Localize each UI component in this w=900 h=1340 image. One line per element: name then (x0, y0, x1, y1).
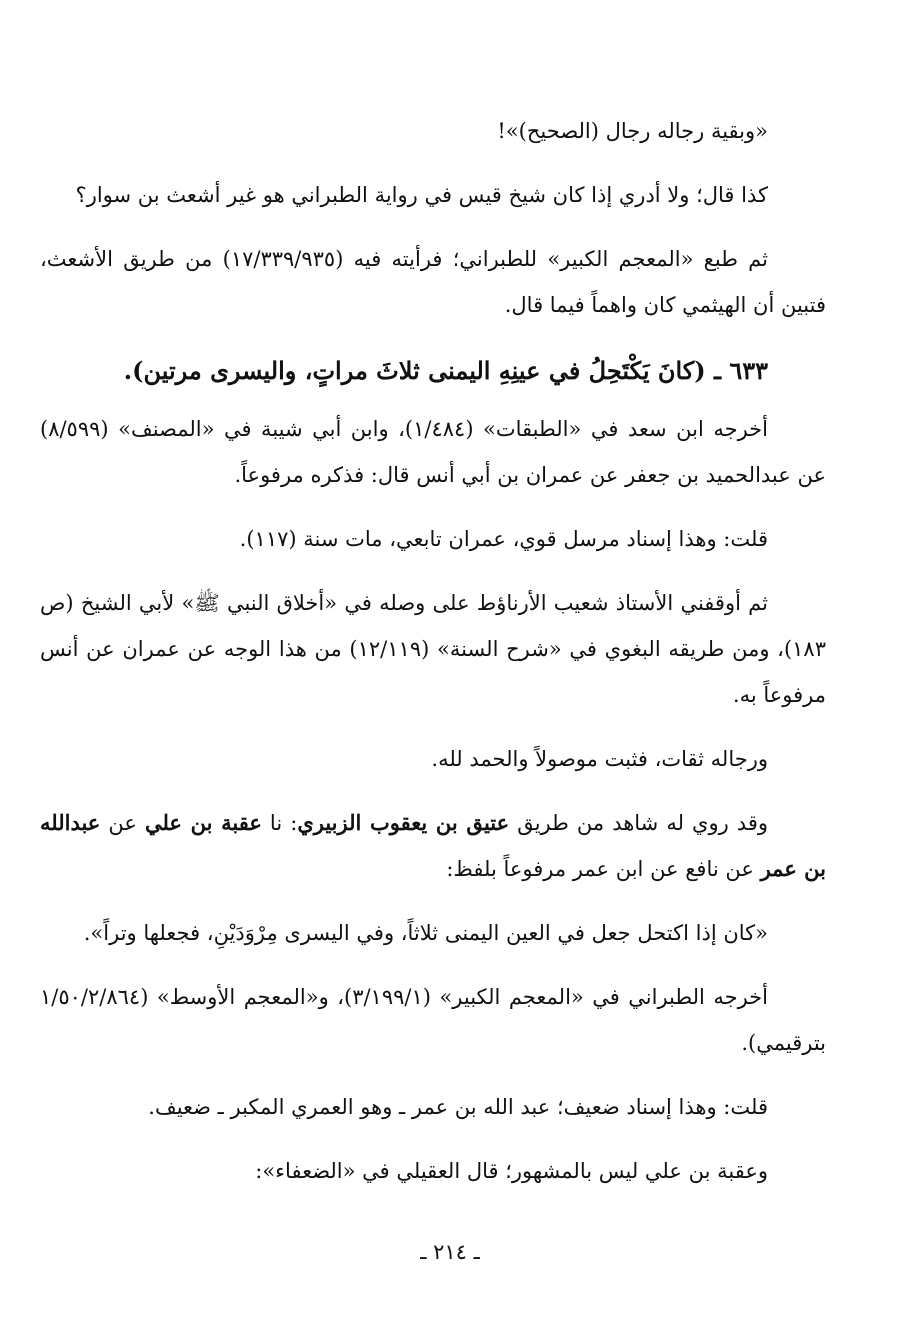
paragraph-shahid (40, 800, 826, 892)
paragraph-quote-end: «وبقية رجاله رجال (الصحيح)»! (497, 119, 768, 143)
shahid-text-c: : نا (261, 811, 298, 835)
paragraph-isnad-weak: قلت: وهذا إسناد ضعيف؛ عبد الله بن عمر ـ وهو العمري المكبر ـ ضعيف. (148, 1095, 768, 1119)
page-body (40, 108, 826, 1212)
paragraph-tabarani-print: ثم طبع «المعجم الكبير» للطبراني؛ فرأيته فيه (١٧/٣٣٩/٩٣٥) من طريق الأشعث، فتبين أن الهيثمي كان واهماً فيما قال. (40, 247, 826, 317)
shahid-text-e: عن (100, 811, 145, 835)
paragraph-remark: كذا قال؛ ولا أدري إذا كان شيخ قيس في رواية الطبراني هو غير أشعث بن سوار؟ (75, 183, 768, 207)
hadith-heading: ٦٣٣ ـ (كانَ يَكْتَحِلُ في عينِهِ اليمنى ثلاثَ مراتٍ، واليسرى مرتين). (123, 356, 768, 385)
paragraph-takhrij: أخرجه ابن سعد في «الطبقات» (١/٤٨٤)، وابن أبي شيبة في «المصنف» (٨/٥٩٩) عن عبدالحميد بن جعفر عن عمران بن أبي أنس قال: فذكره مرفوعاً. (40, 417, 826, 487)
paragraph-isnad-note: قلت: وهذا إسناد مرسل قوي، عمران تابعي، مات سنة (١١٧). (239, 527, 768, 551)
shahid-text-g: عن نافع عن ابن عمر مرفوعاً بلفظ: (446, 857, 761, 881)
paragraph-uqaili: وعقبة بن علي ليس بالمشهور؛ قال العقيلي في «الضعفاء»: (255, 1159, 768, 1183)
shahid-text-a: وقد روي له شاهد من طريق (509, 811, 768, 835)
narrator-abdullah: عبدالله بن عمر (40, 810, 826, 881)
paragraph-thiqat: ورجاله ثقات، فثبت موصولاً والحمد لله. (431, 747, 768, 771)
paragraph-tabarani-takhrij: أخرجه الطبراني في «المعجم الكبير» (٣/١٩٩/١)، و«المعجم الأوسط» (١/٥٠/٢/٨٦٤ بترقيمي). (40, 985, 826, 1055)
page-number: ـ ٢١٤ ـ (420, 1240, 480, 1264)
paragraph-hadith-text: «كان إذا اكتحل جعل في العين اليمنى ثلاثاً، وفي اليسرى مِرْوَدَيْنِ، فجعلها وتراً». (83, 921, 768, 945)
narrator-atiq: عتيق بن يعقوب الزبيري (297, 810, 510, 835)
narrator-uqba: عقبة بن علي (144, 810, 262, 835)
paragraph-shuaib: ثم أوقفني الأستاذ شعيب الأرناؤط على وصله في «أخلاق النبي ﷺ» لأبي الشيخ (ص ١٨٣)، ومن طريقه البغوي في «شرح السنة» (١٢/١١٩) من هذا الوجه عن عمران عن أنس مرفوعاً به. (40, 591, 826, 707)
